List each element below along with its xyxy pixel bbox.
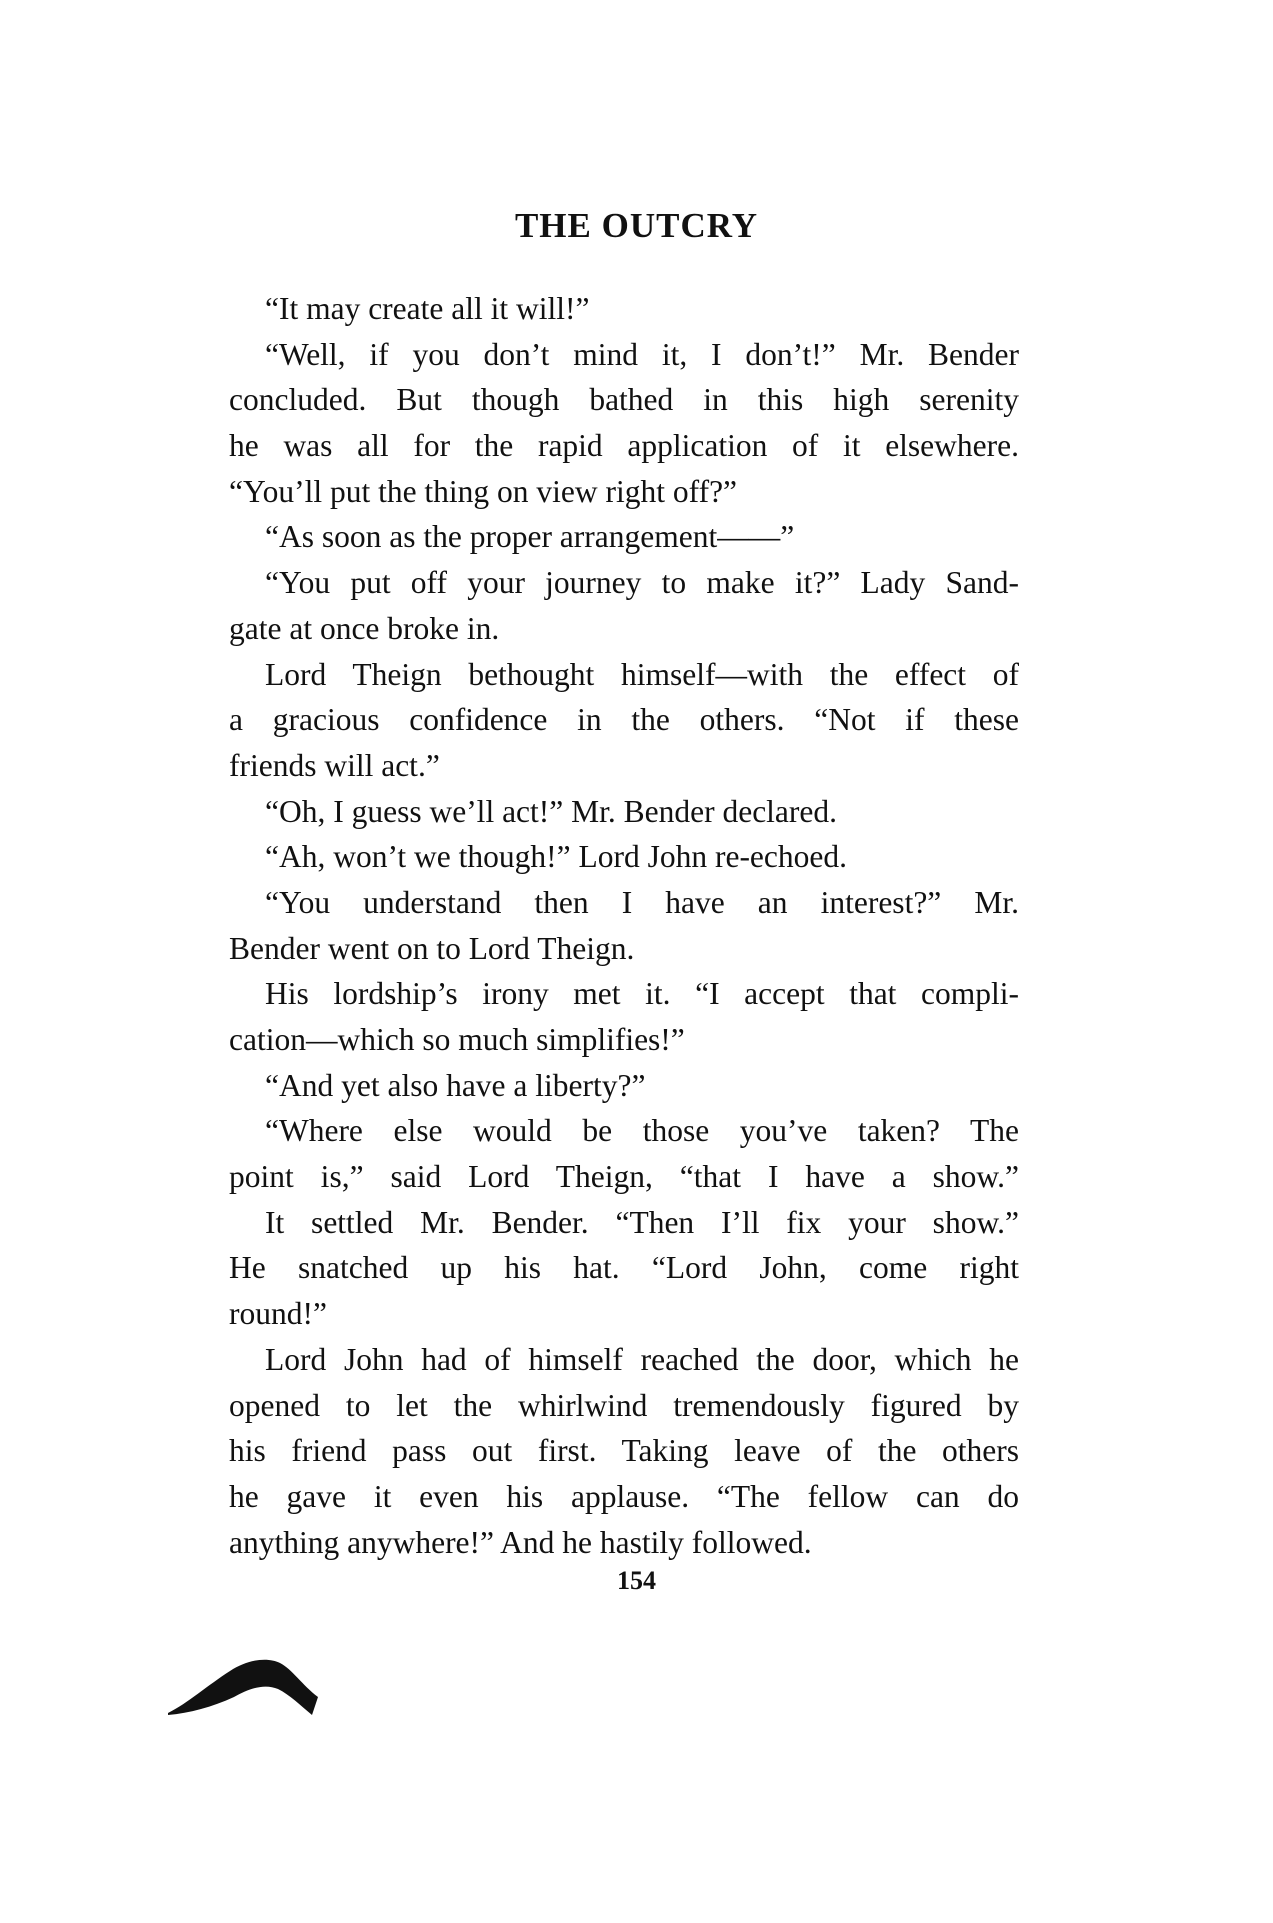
text-line: Lord John had of himself reached the door, which he xyxy=(265,1341,1019,1377)
text-line: anything anywhere!” And he hastily followed. xyxy=(229,1524,812,1560)
text-line: “Ah, won’t we though!” Lord John re-echoed. xyxy=(265,839,847,875)
text-line: Bender went on to Lord Theign. xyxy=(229,930,635,966)
text-line: round!” xyxy=(229,1296,327,1332)
text-line: “It may create all it will!” xyxy=(265,291,590,326)
ink-blot-mark xyxy=(168,1655,318,1715)
text-line: “As soon as the proper arrangement——” xyxy=(265,519,795,555)
body-text xyxy=(229,286,1019,1565)
text-line: a gracious confidence in the others. “Not if these xyxy=(229,702,1019,738)
text-line: He snatched up his hat. “Lord John, come right xyxy=(229,1250,1019,1286)
text-line: point is,” said Lord Theign, “that I have a show.” xyxy=(229,1159,1019,1195)
text-line: cation—which so much simplifies!” xyxy=(229,1022,685,1057)
text-line: opened to let the whirlwind tremendously figured by xyxy=(229,1387,1019,1423)
text-line: It settled Mr. Bender. “Then I’ll fix your show.” xyxy=(265,1204,1019,1240)
text-line: he was all for the rapid application of it elsewhere. xyxy=(229,428,1019,464)
text-line: concluded. But though bathed in this high serenity xyxy=(229,382,1019,418)
text-line: “Well, if you don’t mind it, I don’t!” Mr. Bender xyxy=(265,336,1019,372)
text-line: “You understand then I have an interest?” Mr. xyxy=(265,884,1019,920)
text-line: “You’ll put the thing on view right off?” xyxy=(229,473,738,509)
text-line: gate at once broke in. xyxy=(229,610,500,646)
page-number: 154 xyxy=(617,1566,656,1595)
text-line: his friend pass out first. Taking leave of the others xyxy=(229,1433,1019,1469)
text-line: “Oh, I guess we’ll act!” Mr. Bender declared. xyxy=(265,793,838,829)
running-head: THE OUTCRY xyxy=(514,206,759,245)
text-line: His lordship’s irony met it. “I accept that compli- xyxy=(265,976,1019,1012)
text-line: “You put off your journey to make it?” Lady Sand- xyxy=(265,565,1019,601)
text-line: Lord Theign bethought himself—with the effect of xyxy=(265,656,1019,692)
text-line: “Where else would be those you’ve taken? The xyxy=(265,1113,1019,1149)
text-line: he gave it even his applause. “The fellow can do xyxy=(229,1478,1019,1514)
text-line: “And yet also have a liberty?” xyxy=(265,1067,646,1103)
text-line: friends will act.” xyxy=(229,747,440,783)
